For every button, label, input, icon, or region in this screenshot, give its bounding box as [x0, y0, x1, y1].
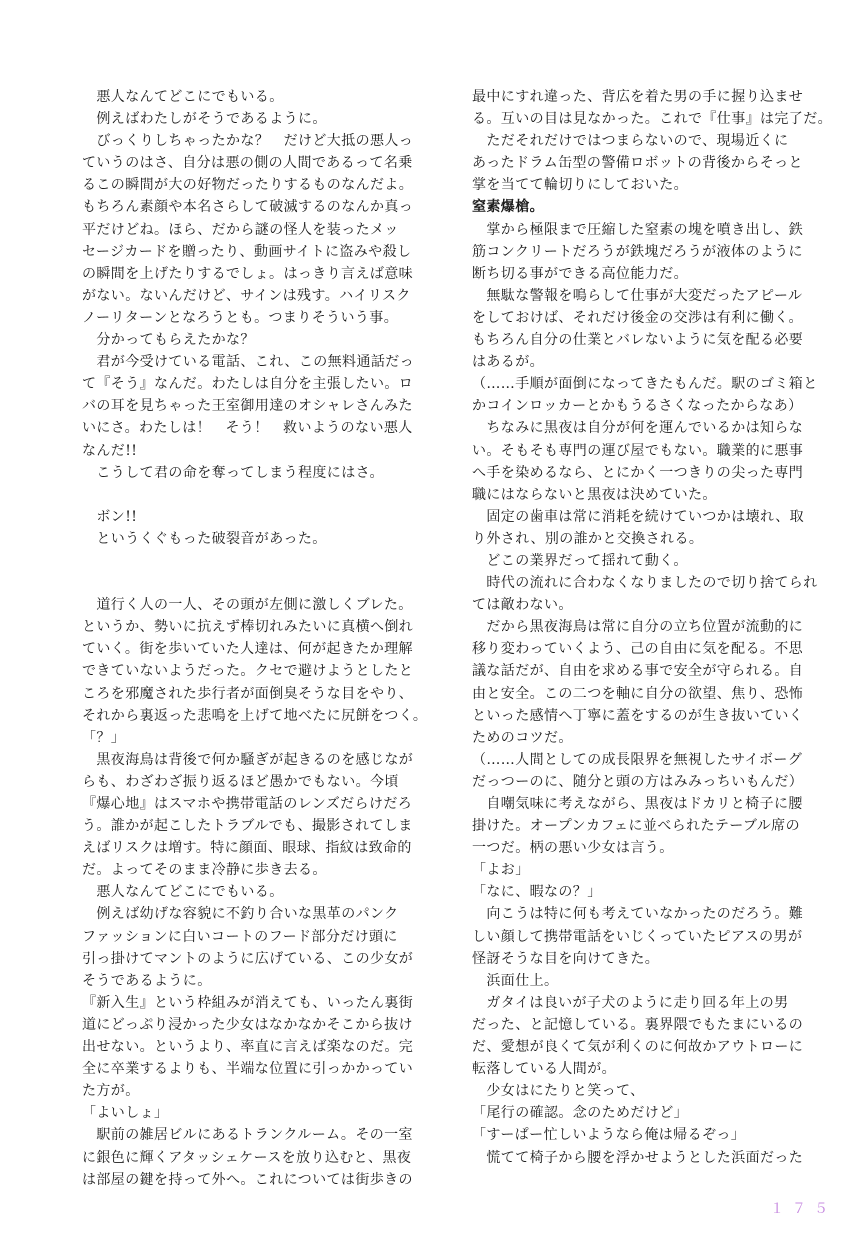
text-line: ころを邪魔された歩行者が面倒臭そうな目をやり、 [82, 685, 414, 702]
ruby-base-text: 窒素爆槍。 [472, 199, 544, 216]
text-line: らも、わざわざ振り返るほど愚かでもない。今頃 [82, 773, 399, 790]
text-line [82, 550, 458, 572]
text-line: に銀色に輝くアタッシェケースを放り込むと、黒夜 [82, 1149, 412, 1166]
text-line: ただそれだけではつまらないので、現場近くに [472, 133, 789, 150]
text-line: た方が。 [82, 1083, 140, 1100]
text-line: 「よお」 [472, 862, 530, 879]
right-column-upper [472, 86, 848, 196]
text-line: ボン!! [82, 508, 138, 525]
page-number: １７５ [770, 1201, 836, 1217]
text-line: というか、勢いに抗えず棒切れみたいに真横へ倒れ [82, 619, 414, 636]
text-line: ては敵わない。 [472, 597, 573, 614]
text-line: えばリスクは増す。特に顔面、眼球、指紋は致命的 [82, 840, 412, 857]
text-line: 固定の歯車は常に消耗を続けていつかは壊れ、取 [472, 508, 805, 525]
text-line: 掌を当てて輪切りにしておいた。 [472, 177, 688, 194]
text-line [82, 484, 458, 506]
text-line: （……人間としての成長限界を無視したサイボーグ [472, 751, 803, 768]
text-line: をしておけば、それだけ後金の交渉は有利に働く。 [472, 309, 803, 326]
text-line: 怪訝そうな目を向けてきた。 [472, 950, 660, 967]
text-line: しい顔して携帯電話をいじくっていたピアスの男が [472, 928, 803, 945]
text-line: は部屋の鍵を持って外へ。これについては街歩きの [82, 1171, 413, 1188]
text-line: ためのコツだ。 [472, 729, 573, 746]
text-line: 由と安全。この二つを軸に自分の欲望、焦り、恐怖 [472, 685, 804, 702]
text-line: ちなみに黒夜は自分が何を運んでいるかは知らな [472, 420, 804, 437]
text-line: だっつーのに、随分と頭の方はみみっちいもんだ） [472, 773, 804, 790]
text-line: ファッションに白いコートのフード部分だけ頭に [82, 928, 398, 945]
text-line: の瞬間を上げたりするでしょ。はっきり言えば意味 [82, 265, 414, 282]
text-line: 筋コンクリートだろうが鉄塊だろうが液体のように [472, 243, 803, 260]
text-line: こうして君の命を奪ってしまう程度にはさ。 [82, 464, 384, 481]
text-line: だ、愛想が良くて気が利くのに何故かアウトローに [472, 1039, 804, 1056]
text-line: だから黒夜海鳥は常に自分の立ち位置が流動的に [472, 619, 804, 636]
text-line: 掛けた。オープンカフェに並べられたテーブル席の [472, 818, 800, 835]
text-line: 引っ掛けてマントのように広げている、この少女が [82, 950, 414, 967]
text-line: といった感情へ丁寧に蓋をするのが生き抜いていく [472, 707, 804, 724]
ruby-term-line [472, 196, 848, 218]
text-line: 「すーぱー忙しいようなら俺は帰るぞっ」 [472, 1127, 746, 1144]
text-line: なんだ!! [82, 442, 138, 459]
text-line: 少女はにたりと笑って、 [472, 1083, 645, 1100]
right-column-lower [472, 219, 848, 1169]
text-line: もちろん自分の仕業とバレないように気を配る必要 [472, 332, 804, 349]
text-line: 一つだ。柄の悪い少女は言う。 [472, 840, 674, 857]
text-line: だ。よってそのまま冷静に歩き去る。 [82, 862, 327, 879]
text-line: 掌から極限まで圧縮した窒素の塊を噴き出し、鉄 [472, 221, 804, 238]
text-line: できていないようだった。クセで避けようとしたと [82, 663, 414, 680]
text-line: 「よいしょ」 [82, 1105, 169, 1122]
left-text-column [82, 86, 458, 1191]
text-line: もちろん素顔や本名さらして破滅するのなんか真っ [82, 199, 414, 216]
text-line: だった、と記憶している。裏界隈でもたまにいるの [472, 1016, 804, 1033]
text-line: がない。ないんだけど、サインは残す。ハイリスク [82, 287, 411, 304]
text-line: というくぐもった破裂音があった。 [82, 530, 327, 547]
text-line: ガタイは良いが子犬のように走り回る年上の男 [472, 994, 789, 1011]
text-line: 出せない。というより、率直に言えば楽なのだ。完 [82, 1039, 414, 1056]
text-line: 全に卒業するよりも、半端な位置に引っかかってい [82, 1061, 414, 1078]
text-line [82, 572, 458, 594]
text-line: 慌てて椅子から腰を浮かせようとした浜面だった [472, 1149, 804, 1166]
text-line: 「なに、暇なの？」 [472, 884, 602, 901]
text-line: 議な話だが、自由を求める事で安全が守られる。自 [472, 663, 804, 680]
text-line: はあるが。 [472, 354, 544, 371]
text-line: 自嘲気味に考えながら、黒夜はドカリと椅子に腰 [472, 796, 803, 812]
text-line: それから裏返った悲鳴を上げて地べたに尻餅をつく。 [82, 707, 428, 724]
text-line: 君が今受けている電話、これ、この無料通話だっ [82, 354, 415, 371]
text-line: 例えば幼げな容貌に不釣り合いな黒革のパンク [82, 906, 399, 923]
text-line: 悪人なんてどこにでもいる。 [82, 89, 284, 105]
text-line: う。誰かが起こしたトラブルでも、撮影されてしま [82, 818, 413, 835]
text-line: 道行く人の一人、その頭が左側に激しくブレた。 [82, 597, 413, 614]
text-line: どこの業界だって揺れて動く。 [472, 552, 688, 569]
text-line: るこの瞬間が大の好物だったりするものなんだよ。 [82, 177, 414, 194]
text-line: そうであるように。 [82, 972, 212, 989]
text-line: バの耳を見ちゃった王室御用達のオシャレさんみた [82, 398, 413, 415]
text-line: 駅前の雑居ビルにあるトランクルーム。その一室 [82, 1127, 413, 1144]
text-line: 最中にすれ違った、背広を着た男の手に握り込ませ [472, 89, 804, 105]
text-line: 悪人なんてどこにでもいる。 [82, 884, 284, 901]
text-line: る。互いの目は見なかった。これで『仕事』は完了だ。 [472, 111, 832, 128]
text-line: あったドラム缶型の警備ロボットの背後からそっと [472, 155, 803, 172]
text-line: 『新入生』という枠組みが消えても、いったん裏街 [82, 994, 414, 1011]
text-line: かコインロッカーとかもうるさくなったからなあ） [472, 398, 803, 415]
text-line: セージカードを贈ったり、動画サイトに盗みや殺し [82, 243, 412, 260]
text-line: ノーリターンとなろうとも。つまりそういう事。 [82, 309, 399, 326]
text-line: 向こうは特に何も考えていなかったのだろう。難 [472, 906, 804, 923]
text-line: （……手順が面倒になってきたもんだ。駅のゴミ箱と [472, 376, 818, 393]
text-line: いにさ。わたしは！ そう！ 救いようのない悪人 [82, 420, 413, 437]
text-line: 「尾行の確認。念のためだけど」 [472, 1105, 688, 1122]
text-line: て『そう』なんだ。わたしは自分を主張したい。ロ [82, 376, 414, 393]
text-line: 黒夜海鳥は背後で何か騒ぎが起きるのを感じなが [82, 751, 414, 768]
text-line: 断ち切る事ができる高位能力だ。 [472, 265, 688, 282]
text-line: へ手を染めるなら、とにかく一つきりの尖った専門 [472, 464, 804, 481]
text-line: 平だけどね。ほら、だから謎の怪人を装ったメッ [82, 221, 399, 238]
text-line: びっくりしちゃったかな？ だけど大抵の悪人っ [82, 133, 414, 150]
text-line: 『爆心地』はスマホや携帯電話のレンズだらけだろ [82, 796, 413, 812]
text-line: 道にどっぷり浸かった少女はなかなかそこから抜け [82, 1016, 413, 1033]
text-line: ていうのはさ、自分は悪の側の人間であるって名乗 [82, 155, 413, 172]
text-line: 時代の流れに合わなくなりましたので切り捨てられ [472, 575, 818, 592]
text-line: い。そもそも専門の運び屋でもない。職業的に悪事 [472, 442, 804, 459]
text-line: 例えばわたしがそうであるように。 [82, 111, 327, 128]
text-line: ていく。街を歩いていた人達は、何が起きたか理解 [82, 641, 413, 658]
text-line: 分かってもらえたかな？ [82, 332, 255, 349]
text-line: 職にはならないと黒夜は決めていた。 [472, 486, 717, 503]
text-line: り外され、別の誰かと交換される。 [472, 530, 704, 547]
right-text-column [472, 86, 848, 1169]
text-line: 転落している人間が。 [472, 1061, 616, 1078]
text-line: 浜面仕上。 [472, 972, 559, 989]
text-line: 移り変わっていくよう、己の自由に気を配る。不思 [472, 641, 804, 658]
text-line: 「？」 [82, 729, 126, 746]
text-line: 無駄な警報を鳴らして仕事が大変だったアピール [472, 287, 803, 304]
